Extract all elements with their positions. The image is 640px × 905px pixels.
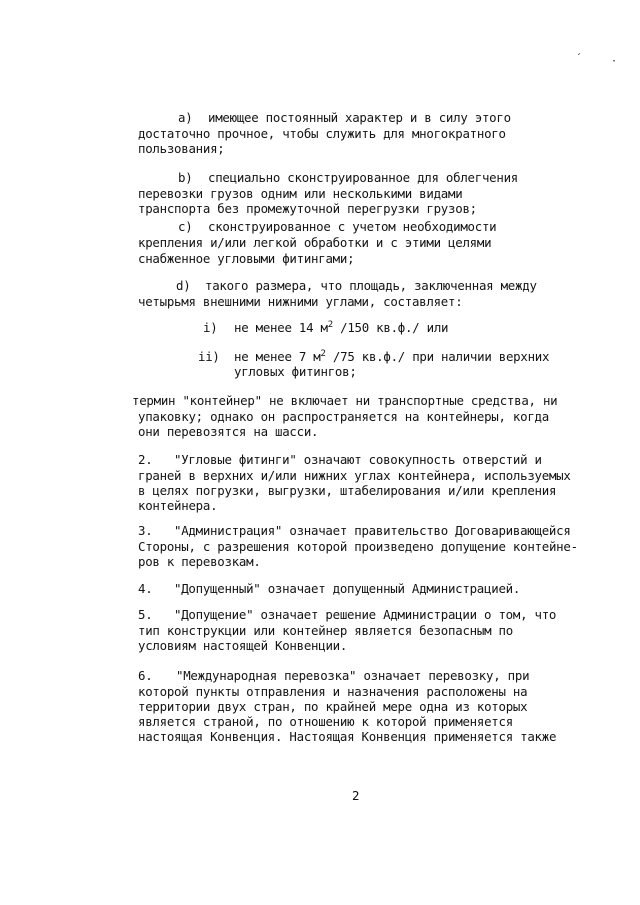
subitem-i-text-after: /150 кв.ф./ или bbox=[332, 320, 449, 335]
subitem-ii-marker: ii) bbox=[198, 349, 220, 364]
clause-d-marker: d) bbox=[176, 278, 191, 293]
clause-c-line: сконструированное с учетом необходимости bbox=[208, 219, 497, 234]
subitem-i-marker: i) bbox=[203, 320, 218, 335]
term-note-line: термин "контейнер" не включает ни транспортные средства, ни bbox=[132, 393, 558, 408]
clause-a-marker: a) bbox=[178, 110, 193, 125]
page-number: 2 bbox=[352, 788, 360, 803]
paragraph-6-line: территории двух стран, по крайней мере одна из которых bbox=[138, 699, 528, 714]
paragraph-5-line: тип конструкции или контейнер является безопасным по bbox=[138, 623, 513, 638]
paragraph-6-number: 6. bbox=[138, 668, 153, 683]
subitem-i-text bbox=[234, 320, 448, 335]
clause-d-line: четырьмя внешними нижними углами, составляет: bbox=[138, 294, 463, 309]
subitem-ii-text bbox=[234, 349, 549, 364]
paragraph-2-line: "Угловые фитинги" означают совокупность отверстий и bbox=[174, 452, 542, 467]
paragraph-3-line: Стороны, с разрешения которой произведено допущение контейне- bbox=[138, 539, 578, 554]
paragraph-4-line: "Допущенный" означает допущенный Администрацией. bbox=[174, 581, 521, 596]
clause-b-line: перевозки грузов одним или несколькими видами bbox=[138, 186, 463, 201]
subitem-ii-text-before: не менее 7 м bbox=[234, 349, 321, 364]
clause-b-marker: b) bbox=[178, 170, 193, 185]
clause-a-line: пользования; bbox=[138, 141, 225, 156]
subitem-i-text-before: не менее 14 м bbox=[234, 320, 328, 335]
clause-c-line: снабженное угловыми фитингами; bbox=[138, 251, 355, 266]
paragraph-3-line: ров к перевозкам. bbox=[138, 554, 261, 569]
scan-mark: ˏ bbox=[576, 44, 583, 55]
paragraph-2-number: 2. bbox=[138, 452, 153, 467]
term-note-line: они перевозятся на шасси. bbox=[138, 424, 319, 439]
superscript-exponent: 2 bbox=[327, 319, 333, 330]
paragraph-4-number: 4. bbox=[138, 581, 153, 596]
paragraph-3-line: "Администрация" означает правительство Договаривающейся bbox=[174, 523, 571, 538]
clause-b-line: транспорта без промежуточной перегрузки грузов; bbox=[138, 201, 477, 216]
subitem-ii-line2: угловых фитингов; bbox=[234, 364, 357, 379]
paragraph-2-line: контейнера. bbox=[138, 498, 218, 513]
paragraph-6-line: является страной, по отношению к которой применяется bbox=[138, 714, 513, 729]
paragraph-3-number: 3. bbox=[138, 523, 153, 538]
paragraph-5-number: 5. bbox=[138, 607, 153, 622]
scan-mark: · bbox=[611, 56, 618, 67]
superscript-exponent: 2 bbox=[320, 348, 326, 359]
paragraph-5-line: условиям настоящей Конвенции. bbox=[138, 638, 348, 653]
subitem-ii-text-after: /75 кв.ф./ при наличии верхних bbox=[325, 349, 550, 364]
clause-d-line: такого размера, что площадь, заключенная между bbox=[205, 278, 537, 293]
clause-c-marker: c) bbox=[178, 219, 193, 234]
paragraph-6-line: настоящая Конвенция. Настоящая Конвенция применяется также bbox=[138, 729, 557, 744]
clause-b-line: специально сконструированное для облегчения bbox=[208, 170, 519, 185]
clause-a-line: имеющее постоянный характер и в силу этого bbox=[208, 110, 511, 125]
paragraph-5-line: "Допущение" означает решение Администрации о том, что bbox=[174, 607, 557, 622]
paragraph-2-line: граней в верхних и/или нижних углах контейнера, используемых bbox=[138, 468, 571, 483]
term-note-line: упаковку; однако он распространяется на контейнеры, когда bbox=[138, 409, 549, 424]
clause-c-line: крепления и/или легкой обработки и с этими целями bbox=[138, 235, 492, 250]
paragraph-2-line: в целях погрузки, выгрузки, штабелирования и/или крепления bbox=[138, 483, 557, 498]
clause-a-line: достаточно прочное, чтобы служить для многократного bbox=[138, 126, 506, 141]
paragraph-6-line: "Международная перевозка" означает перевозку, при bbox=[176, 668, 530, 683]
paragraph-6-line: которой пункты отправления и назначения расположены на bbox=[138, 684, 528, 699]
